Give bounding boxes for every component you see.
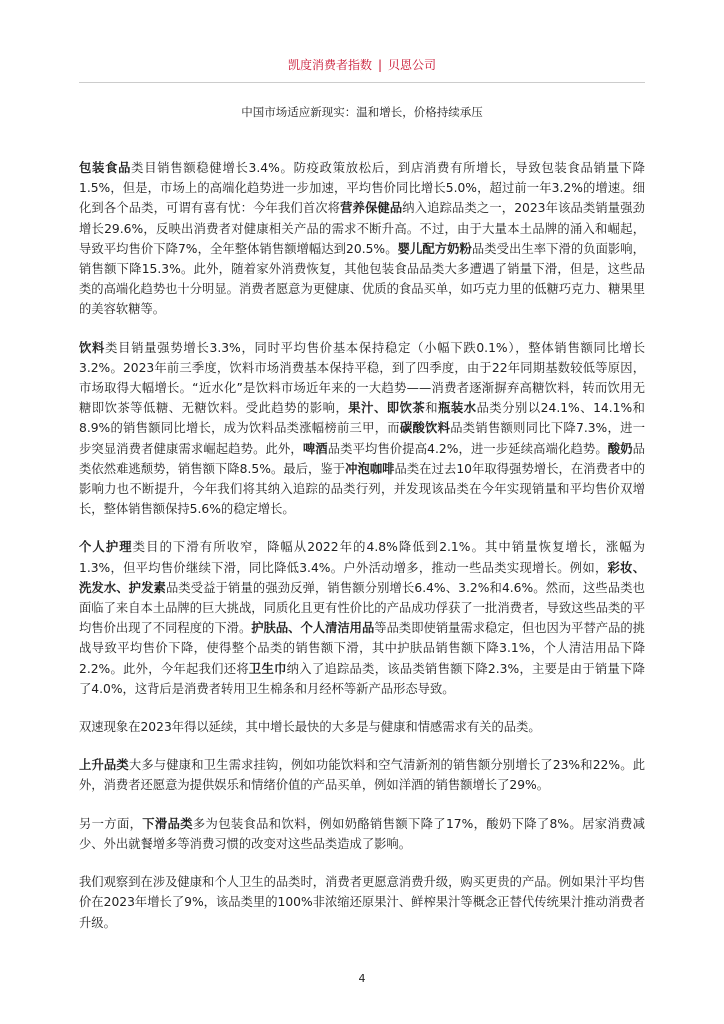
text-segment: 等品类即使销量需求稳定，但也因为平替产品的挑战导致平均售价下降，使得整个品类的销售额下滑，其中护肤品销售额下降3.1%，个人清洁用品下降2.2%。此外，今年起我们还将 [79, 621, 645, 676]
text-segment: 纳入了追踪品类，该品类销售额下降2.3%，主要是由于销量下降了4.0%，这背后是消费者转用卫生棉条和月经杯等新产品形态导致。 [79, 661, 645, 696]
bold-term: 营养保健品 [340, 201, 403, 216]
bold-term: 果汁、即饮茶 [348, 401, 426, 416]
text-segment: 纳入追踪品类之一，2023年该品类销量强劲增长29.6%，反映出消费者对健康相关产品的需求不断升高。不过，由于大量本土品牌的涌入和崛起，导致平均售价下降7%，全年整体销售额增幅达到20.5%。 [79, 201, 645, 256]
text-segment: 品类受益于销量的强劲反弹，销售额分别增长6.4%、3.2%和4.6%。然而，这些品类也面临了来自本土品牌的巨大挑战，同质化且更有性价比的产品成功俘获了一批消费者，导致这些品类的平均售价出现了不同程度的下滑。 [79, 580, 645, 636]
page-header [0, 56, 724, 73]
bold-term: 卫生巾 [248, 661, 287, 676]
bold-term: 冲泡咖啡 [345, 461, 395, 476]
text-segment: 品类平均售价提高4.2%，进一步延续高端化趋势。 [327, 441, 608, 456]
paragraph-beverages [79, 338, 645, 520]
text-segment: 品类受出生率下滑的负面影响，销售额下降15.3%。此外，随着家外消费恢复，其他包装食品品类大多遭遇了销量下滑，但是，这些品类的高端化趋势也十分明显。消费者愿意为更健康、优质的食品买单，如巧克力里的低糖巧克力、糖果里的美容软糖等。 [79, 241, 645, 317]
text-segment: 多为包装食品和饮料，例如奶酪销售额下降了17%，酸奶下降了8%。居家消费减少、外出就餐增多等消费习惯的改变对这些品类造成了影响。 [79, 816, 645, 851]
bold-term: 个人护理 [79, 540, 133, 555]
bold-term: 啤酒 [302, 441, 328, 456]
header-separator: | [377, 58, 383, 72]
text-segment: 品类依然难逃颓势，销售额下降8.5%。最后，鉴于 [79, 441, 645, 476]
paragraph-dual-speed [79, 717, 645, 737]
paragraph-declining-categories [79, 814, 645, 854]
header-brand: 凯度消费者指数 [287, 58, 372, 72]
text-segment: 双速现象在2023年得以延续，其中增长最快的大多是与健康和情感需求有关的品类。 [79, 720, 541, 735]
text-segment: 品类分别以24.1%、14.1%和8.9%的销售额同比增长，成为饮料品类涨幅榜前三甲，而 [79, 401, 645, 436]
bold-term: 饮料 [79, 340, 106, 355]
bold-term: 包装食品 [79, 161, 132, 175]
paragraph-packaged-food [79, 158, 645, 320]
text-segment: 类目的下滑有所收窄，降幅从2022年的4.8%降低到2.1%。其中销量恢复增长，涨幅为1.3%，但平均售价继续下滑，同比降低3.4%。户外活动增多，推动一些品类实现增长。例如， [79, 540, 645, 575]
text-segment: 类目销量强势增长3.3%，同时平均售价基本保持稳定（小幅下跌0.1%），整体销售额同比增长3.2%。2023年前三季度，饮料市场消费基本保持平稳，到了四季度，由于22年同期基数较低等原因，市场取得大幅增长。“近水化”是饮料市场近年来的一大趋势——消费者逐渐摒弃高糖饮料，转而饮用无糖即饮茶等低糖、无糖饮料。受此趋势的影响， [79, 340, 645, 416]
bold-term: 婴儿配方奶粉 [397, 241, 472, 256]
bold-term: 上升品类 [79, 758, 129, 773]
page-subtitle: 中国市场适应新现实：温和增长，价格持续承压 [241, 105, 483, 119]
text-segment: 品类销售额则同比下降7.3%，进一步突显消费者健康需求崛起趋势。此外， [79, 421, 645, 456]
text-segment: 品类在过去10年取得强势增长，在消费者中的影响力也不断提升，今年我们将其纳入追踪的品类行列，并发现该品类在今年实现销量和平均售价双增长，整体销售额保持5.6%的稳定增长。 [79, 461, 645, 517]
bold-term: 碳酸饮料 [399, 421, 451, 436]
text-segment: 我们观察到在涉及健康和个人卫生的品类时，消费者更愿意消费升级，购买更贵的产品。例如果汁平均售价在2023年增长了9%，该品类里的100%非浓缩还原果汁、鲜榨果汁等概念正替代传统果汁推动消费者升级。 [79, 875, 645, 930]
header-partner: 贝恩公司 [388, 58, 437, 72]
bold-term: 瓶装水 [438, 401, 477, 416]
paragraph-personal-care [79, 537, 645, 699]
text-segment: 和 [425, 401, 439, 416]
text-segment: 另一方面， [79, 816, 143, 831]
paragraph-consumption-upgrade [79, 872, 645, 933]
bold-term: 彩妆、洗发水、护发素 [79, 560, 645, 595]
body-content [79, 158, 645, 951]
text-segment: 类目销售额稳健增长3.4%。防疫政策放松后，到店消费有所增长，导致包装食品销量下降1.5%，但是，市场上的高端化趋势进一步加速，平均售价同比增长5.0%，超过前一年3.2%的增速。细化到各个品类，可谓有喜有忧：今年我们首次将 [79, 161, 645, 216]
header-divider [79, 82, 645, 83]
page-number: 4 [358, 972, 366, 985]
paragraph-rising-categories [79, 755, 645, 795]
bold-term: 护肤品、个人清洁用品 [251, 621, 375, 636]
text-segment: 大多与健康和卫生需求挂钩，例如功能饮料和空气清新剂的销售额分别增长了23%和22%。此外，消费者还愿意为提供娱乐和情绪价值的产品买单，例如洋酒的销售额增长了29%。 [79, 758, 645, 793]
bold-term: 下滑品类 [142, 816, 193, 831]
bold-term: 酸奶 [607, 441, 633, 456]
